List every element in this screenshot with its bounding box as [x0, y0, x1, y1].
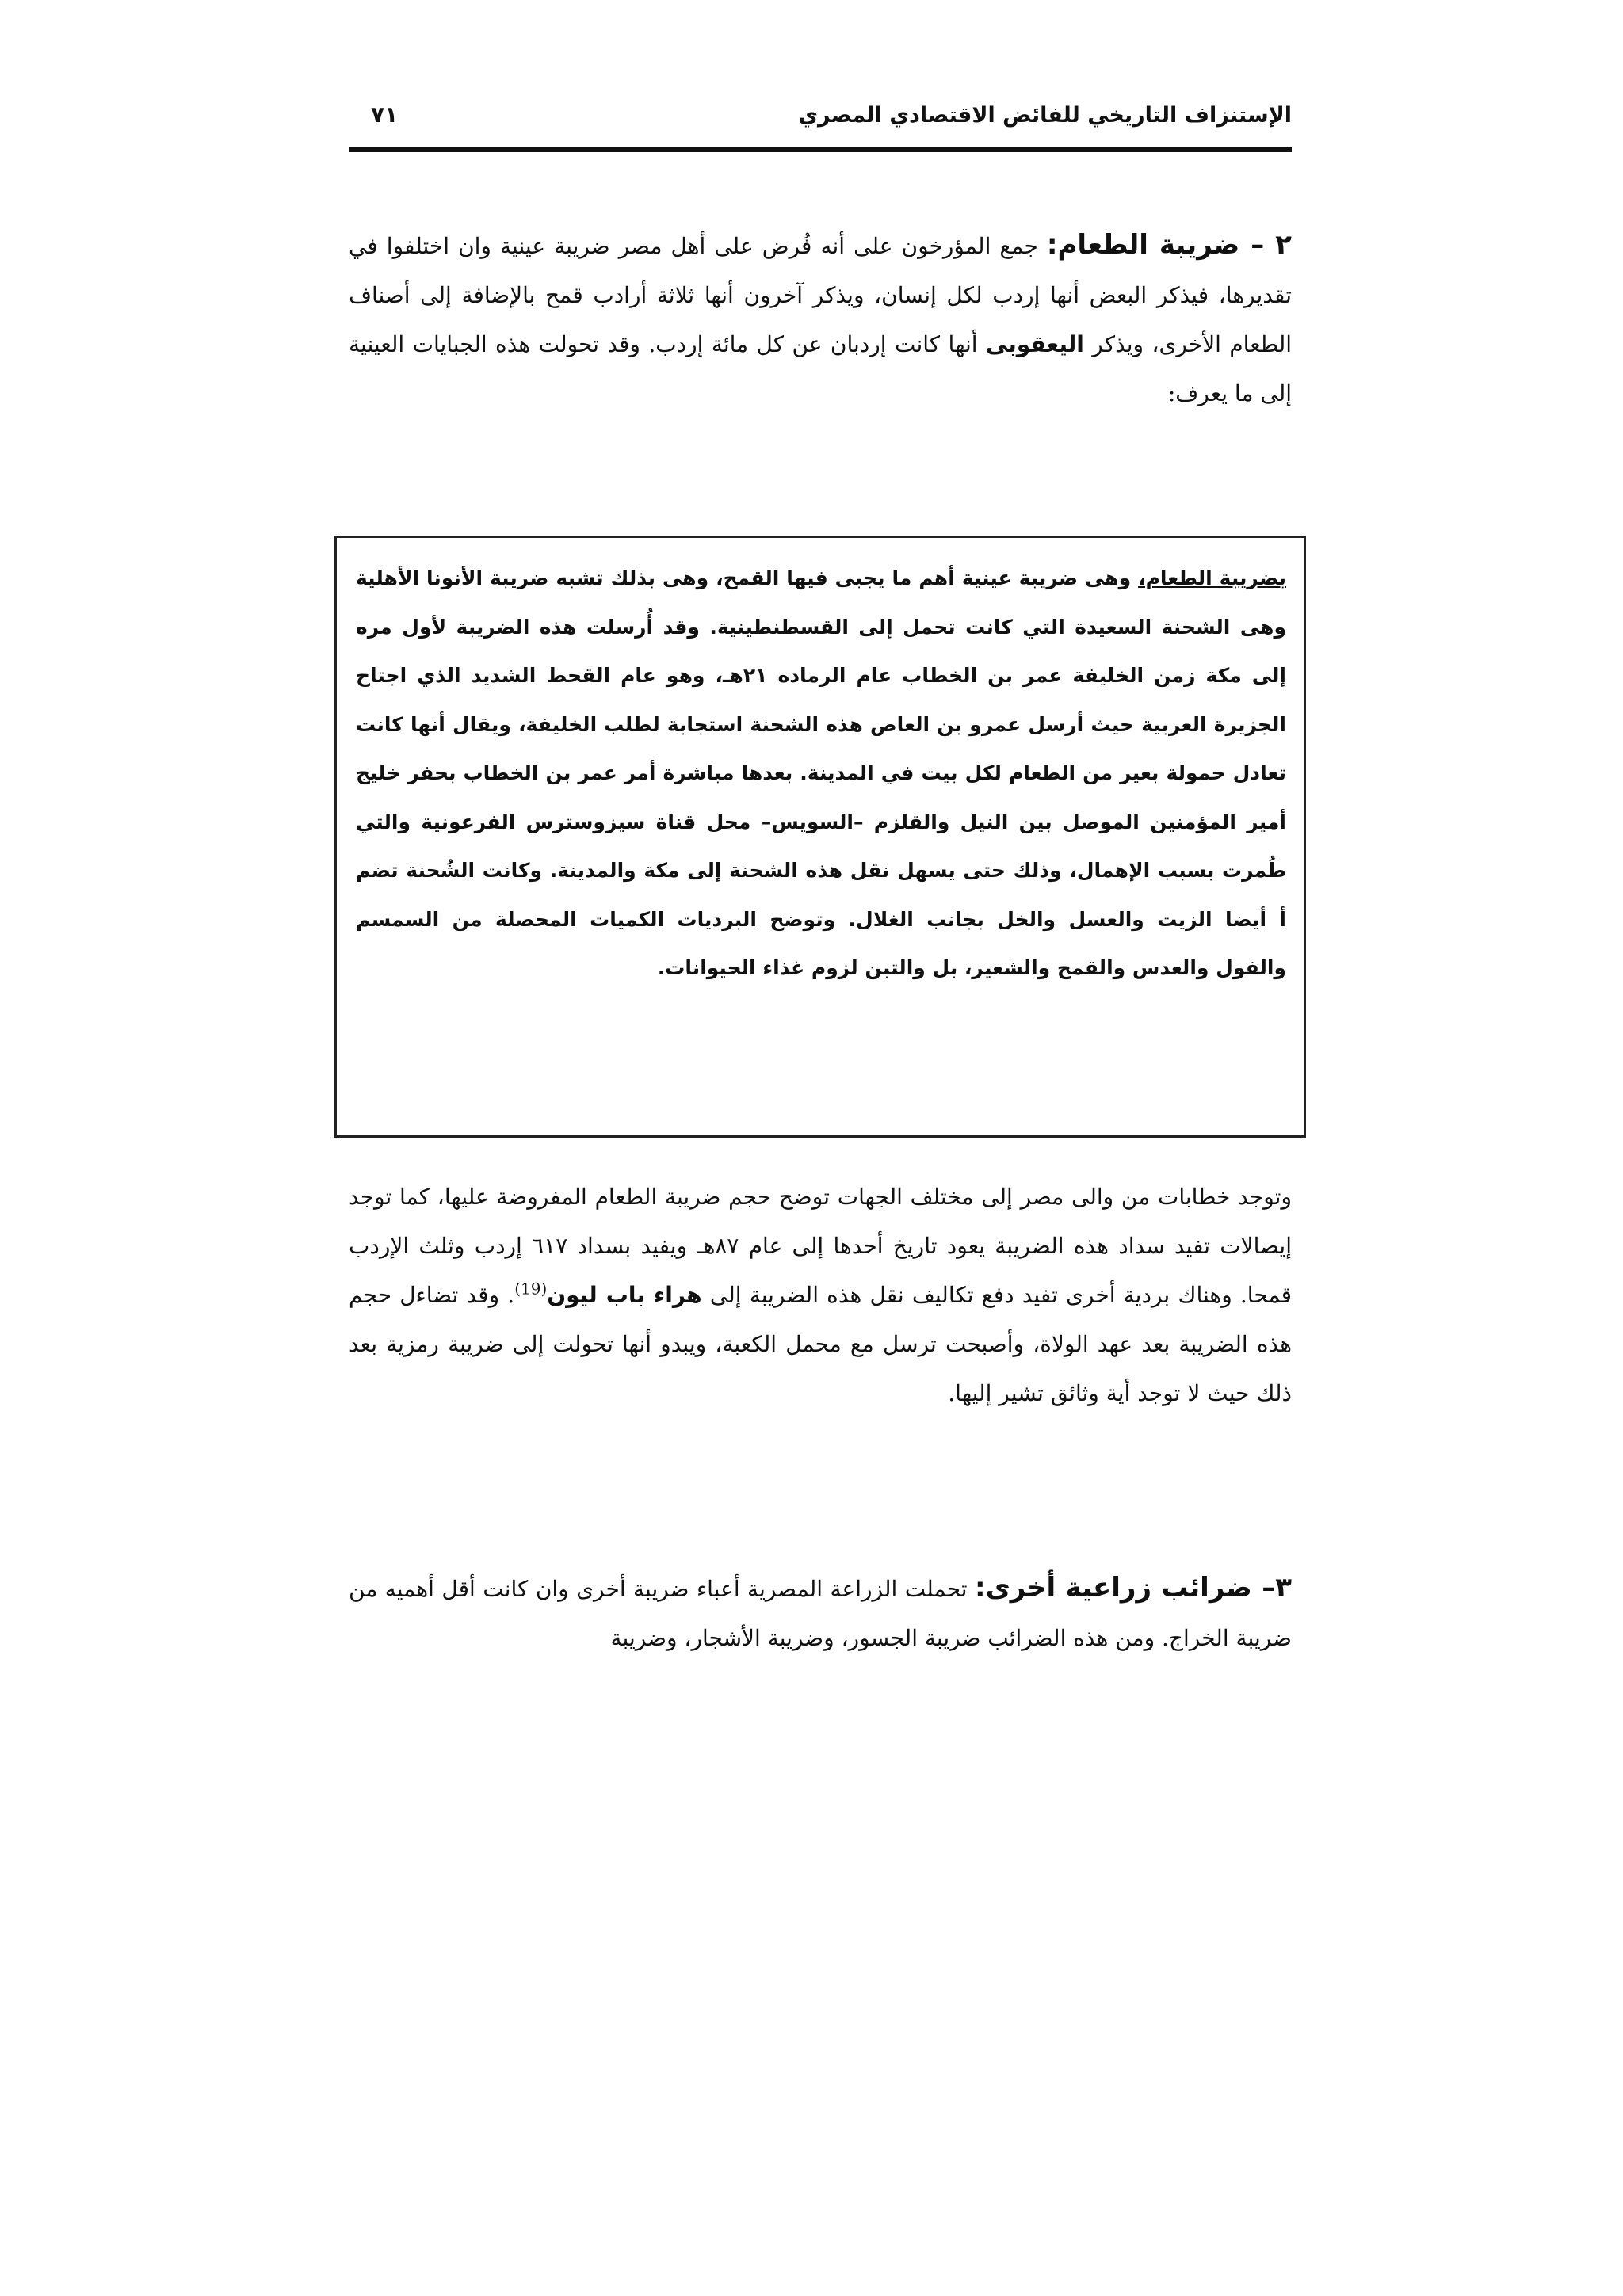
running-header: [349, 97, 1292, 152]
page-number: ٧١: [371, 101, 399, 128]
letters-paragraph: [349, 1173, 1292, 1418]
quote-text: [356, 554, 1286, 993]
letters-text-1: وتوجد خطابات من والى مصر إلى مختلف الجهات توضح حجم ضريبة الطعام المفروضة عليها، كما توجد إيصالات تفيد سداد هذه الضريبة يعود تاريخ أحدها إلى عام ٨٧هـ ويفيد بسداد ٦١٧ إردب وثلث الإردب قمحا. وهناك بردية أخرى تفيد دفع تكاليف نقل هذه الضريبة إلى: [349, 1184, 1293, 1308]
food-tax-text-1: جمع المؤرخون على أنه فُرض على أهل مصر ضريبة عينية وان اختلفوا في تقديرها، فيذكر البعض أنها إردب لكل إنسان، ويذكر آخرون أنها ثلاثة أرادب قمح بالإضافة إلى أصناف الطعام الأخرى، ويذكر: [349, 233, 1293, 357]
footnote-ref[interactable]: (19): [514, 1279, 548, 1299]
food-tax-heading: ٢ – ضريبة الطعام:: [1046, 229, 1292, 261]
other-taxes-heading: ٣– ضرائب زراعية أخرى:: [975, 1572, 1292, 1604]
quote-box: [334, 536, 1306, 1138]
food-tax-text-2: أنها كانت إردبان عن كل مائة إردب. وقد تحولت هذه الجبايات العينية إلى ما يعرف:: [349, 331, 1292, 406]
other-taxes-paragraph: [349, 1563, 1292, 1663]
letters-text-2: . وقد تضاءل حجم هذه الضريبة بعد عهد الولاة، وأصبحت ترسل مع محمل الكعبة، ويبدو أنها تحولت إلى ضريبة رمزية بعد ذلك حيث لا توجد أية وثائق تشير إليها.: [349, 1282, 1292, 1406]
quote-lead: بضريبة الطعام،: [1138, 566, 1286, 589]
food-tax-paragraph: [349, 220, 1292, 418]
quote-body: وهى ضريبة عينية أهم ما يجبى فيها القمح، وهى بذلك تشبه ضريبة الأنونا الأهلية وهى الشحنة السعيدة التي كانت تحمل إلى القسطنطينية. وقد أُرسلت هذه الضريبة لأول مره إلى مكة زمن الخليفة عمر بن الخطاب عام الرماده ٢١هـ، وهو عام القحط الشديد الذي اجتاح الجزيرة العربية حيث أرسل عمرو بن العاص هذه الشحنة استجابة لطلب الخليفة، ويقال أنها كانت تعادل حمولة بعير من الطعام لكل بيت في المدينة. بعدها مباشرة أمر عمر بن الخطاب بحفر خليج أمير المؤمنين الموصل بين النيل والقلزم –السويس– محل قناة سيزوسترس الفرعونية والتي طُمرت بسبب الإهمال، وذلك حتى يسهل نقل هذه الشحنة إلى مكة والمدينة. وكانت الشُحنة تضم أ أيضا الزيت والعسل والخل بجانب الغلال. وتوضح البرديات الكميات المحصلة من السمسم والفول والعدس والقمح والشعير، بل والتبن لزوم غذاء الحيوانات.: [356, 566, 1287, 979]
letters-bold-place: هراء باب ليون: [547, 1282, 702, 1308]
running-title: الإستنزاف التاريخي للفائض الاقتصادي المصري: [798, 103, 1292, 128]
food-tax-bold-name: اليعقوبى: [985, 331, 1084, 357]
other-taxes-text: تحملت الزراعة المصرية أعباء ضريبة أخرى وان كانت أقل أهميه من ضريبة الخراج. ومن هذه الضرائب ضريبة الجسور، وضريبة الأشجار، وضريبة: [349, 1576, 1292, 1651]
